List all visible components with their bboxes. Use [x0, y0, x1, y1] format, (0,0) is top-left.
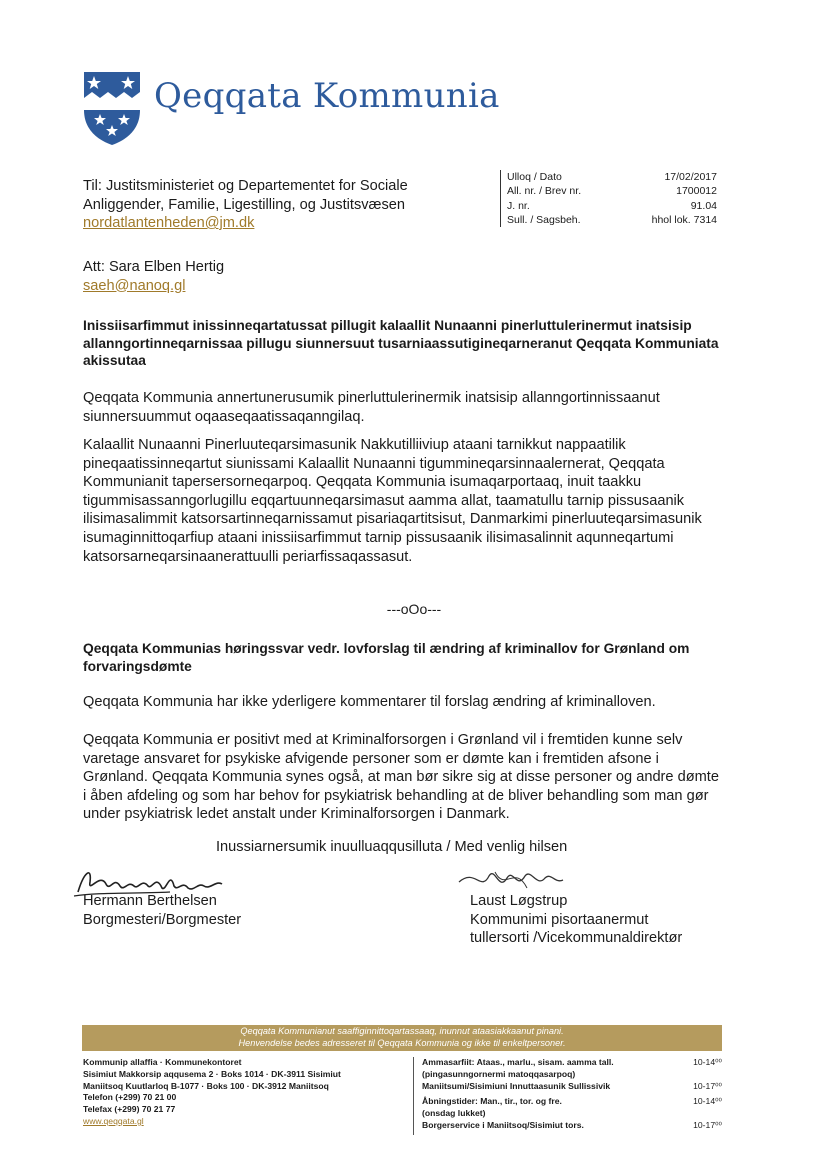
hours-label: Åbningstider: Man., tir., tor. og fre. [422, 1096, 562, 1107]
reference-row [507, 170, 717, 184]
footer-notice-line: Henvendelse bedes adresseret til Qeqqata Kommunia og ikke til enkeltpersoner. [238, 1038, 566, 1048]
recipient-line: Anliggender, Familie, Ligestilling, og Justitsvæsen [83, 196, 406, 213]
reference-label: All. nr. / Brev nr. [507, 185, 582, 198]
signatory-title: Kommunimi pisortaanermut [470, 911, 649, 928]
reference-row [507, 199, 717, 213]
hours-row [422, 1108, 722, 1120]
signatory-name: Hermann Berthelsen [83, 893, 217, 909]
attention-name: Att: Sara Elben Hertig [83, 259, 225, 275]
hours-label: (onsdag lukket) [422, 1108, 486, 1119]
hours-label: Borgerservice i Maniitsoq/Sisimiut tors. [422, 1119, 584, 1130]
footer-address: Sisimiut Makkorsip aqqusema 2 · Boks 1014 · DK-3911 Sisimiut [83, 1068, 341, 1079]
hours-label: Ammasarfiit: Ataas., marlu., sisam. aamma tall. [422, 1057, 614, 1067]
recipient-block [83, 177, 408, 233]
footer-fax: Telefax (+299) 70 21 77 [83, 1104, 176, 1115]
footer-title: Kommunip allaffia · Kommunekontoret [83, 1057, 242, 1067]
reference-label: Ulloq / Dato [507, 171, 562, 183]
hours-value: 10-14⁰⁰ [693, 1057, 722, 1067]
organization-name: Qeqqata Kommunia [154, 76, 500, 116]
hours-label: Maniitsumi/Sisimiuni Innuttaasunik Sullissivik [422, 1080, 611, 1091]
reference-value: 1700012 [676, 185, 717, 198]
attention-email-link[interactable]: saeh@nanoq.gl [83, 277, 186, 294]
reference-value: hhol lok. 7314 [651, 213, 717, 226]
reference-row [507, 213, 717, 227]
recipient-line: Til: Justitsministeriet og Departementet for Sociale [83, 178, 408, 194]
paragraph: Qeqqata Kommunia annertunerusumik pinerluttulerinermik inatsisip allanngortinnissaanut siunnersuummut oqaaseqaatissaqanngilaq. [83, 390, 660, 425]
signatory-title: tullersorti /Vicekommunaldirektør [470, 930, 683, 946]
signatory-1 [83, 892, 241, 929]
signatory-title: Borgmesteri/Borgmester [83, 911, 242, 928]
closing-greeting: Inussiarnersumik inuulluaqqusilluta / Med venlig hilsen [216, 839, 568, 855]
hours-row [422, 1096, 722, 1108]
footer-phone: Telefon (+299) 70 21 00 [83, 1092, 177, 1103]
footer-divider [413, 1057, 414, 1135]
hours-row [422, 1057, 722, 1069]
section-heading-danish: Qeqqata Kommunias høringssvar vedr. lovforslag til ændring af kriminallov for Grønland om forvaringsdømte [83, 641, 690, 674]
footer-website-link[interactable]: www.qeqqata.gl [83, 1115, 144, 1126]
footer-address: Maniitsoq Kuutlarloq B-1077 · Boks 100 · DK-3912 Maniitsoq [83, 1080, 329, 1091]
hours-row [422, 1120, 722, 1132]
signatory-2 [470, 892, 682, 948]
signatory-name: Laust Løgstrup [470, 893, 568, 909]
reference-row [507, 184, 717, 198]
section-heading-greenlandic: Inissiisarfimmut inissinneqartatussat pillugit kalaallit Nunaanni pinerluttulerinermut inatsisip allanngortinneqarnissaa pillugu siunnersuut tusarniaassutigineqarneranut Qeqqata Kommuniata akissutaa [83, 318, 719, 368]
separator: ---oOo--- [386, 601, 442, 617]
coat-of-arms-logo [82, 70, 142, 146]
footer-contact [83, 1057, 413, 1128]
paragraph: Qeqqata Kommunia har ikke yderligere kommentarer til forslag ændring af kriminalloven. [83, 694, 656, 710]
reference-label: J. nr. [507, 199, 530, 212]
footer-opening-hours [422, 1057, 722, 1132]
paragraph: Qeqqata Kommunia er positivt med at Kriminalforsorgen i Grønland vil i fremtiden kunne selv varetage ansvaret for psykiske afvigende personer som er dømte kan i fremtiden afsone i Grønland. Qeqqata Kommunia synes også, at man bør sikre sig at disse personer og andre dømte i åben afdeling og som har behov for psykiatrisk behandling at de bliver behandling som man gør under psykiatrisk ledet anstalt under Kriminalforsorgen i Danmark. [83, 732, 719, 823]
hours-value: 10-17⁰⁰ [693, 1119, 722, 1130]
hours-value: 10-14⁰⁰ [693, 1096, 722, 1107]
hours-row [422, 1081, 722, 1093]
attention-block [83, 258, 224, 295]
paragraph: Kalaallit Nunaanni Pinerluuteqarsimasunik Nakkutilliiviup ataani tarnikkut nappaatilik pineqaatissinneqartut siunissami Kalaallit Nunaanni tigummineqarsinnaalernerat, Qeqqata Kommunianit tapersersorneqarpoq. Qeqqata Kommunia isumaqarportaaq, inuit taakku tigummisassanngorlugillu eqqartuunneqarsimasut aamma allat, taamatullu tarnip pissusaanik ilisimasalimmit katsorsartinneqarnissamut pisariaqartitsisut, Danmarkimi pinerluuteqarsimasunik isumaginnittoqarfiup ataani inissiisarfimmut tarnip pissusaanik ilisimasalinnit aqunneqartumi katsorsarneqarsinaanerattuulli periarfissaqassasut. [83, 437, 702, 565]
footer-notice-line: Qeqqata Kommunianut saaffiginnittoqartassaaq, inunnut ataasiakkaanut pinani. [240, 1026, 564, 1036]
hours-label: (pingasunngornermi matoqqasarpoq) [422, 1068, 576, 1079]
reference-value: 91.04 [690, 199, 717, 212]
reference-block [500, 170, 717, 227]
recipient-email-link[interactable]: nordatlantenheden@jm.dk [83, 215, 255, 231]
hours-value: 10-17⁰⁰ [693, 1080, 722, 1091]
hours-row [422, 1069, 722, 1081]
reference-label: Sull. / Sagsbeh. [507, 213, 581, 226]
footer-notice-band [82, 1025, 722, 1051]
reference-value: 17/02/2017 [664, 171, 717, 183]
